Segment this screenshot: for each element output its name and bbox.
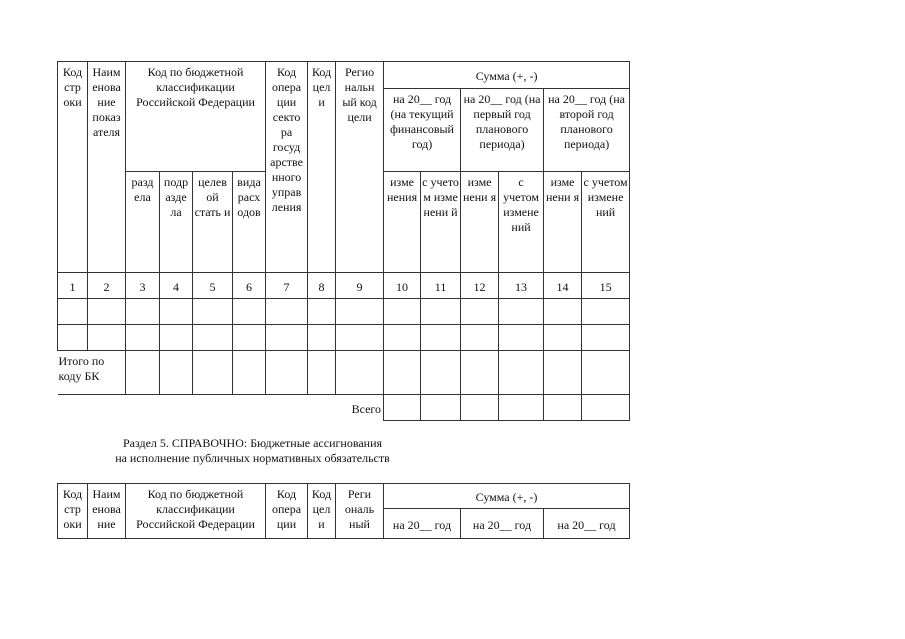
column-number: 1 [58,273,88,299]
header-indicator-name: Наим енова ние показ ателя [88,62,126,273]
table-cell [308,299,336,325]
header-with-change-3: с учетом измене ний [582,172,630,273]
header-operation-code: Код опера ции секто ра госуд арстве нного управ ления [266,62,308,273]
section-5-title-line-2: на исполнение публичных нормативных обязательств [115,451,390,465]
column-number: 15 [582,273,630,299]
table-cell [58,299,88,325]
t2-header-operation-code: Код опера ции [266,484,308,539]
table-cell [582,351,630,395]
table-cell [160,299,193,325]
total-bk-row [58,351,630,395]
table-cell [421,299,461,325]
section-5-title [0,436,505,466]
table-cell [544,299,582,325]
column-number: 8 [308,273,336,299]
table-cell [336,351,384,395]
table-cell [384,299,421,325]
table-cell [544,325,582,351]
column-number: 9 [336,273,384,299]
header-subsection: подр азде ла [160,172,193,273]
column-number: 12 [461,273,499,299]
table-cell [308,325,336,351]
table-cell [582,395,630,421]
table-cell [126,325,160,351]
table-cell [461,325,499,351]
table-cell [499,325,544,351]
table-cell [499,299,544,325]
table-cell [461,299,499,325]
column-number: 13 [499,273,544,299]
table-cell [421,351,461,395]
table-cell [88,299,126,325]
t2-header-regional: Реги ональ ный [336,484,384,539]
table-cell [336,325,384,351]
column-number: 7 [266,273,308,299]
table-cell [193,351,233,395]
t2-header-name: Наим енова ние [88,484,126,539]
table-cell [461,351,499,395]
grand-total-label: Всего [58,395,384,421]
t2-header-year-3: на 20__ год [544,509,630,539]
header-year-second-plan: на 20__ год (на второй год планового периода) [544,89,630,172]
header-sum: Сумма (+, -) [384,62,630,89]
table-cell [384,351,421,395]
header-year-first-plan: на 20__ год (на первый год планового периода) [461,89,544,172]
table-cell [58,325,88,351]
table-cell [582,325,630,351]
table-cell [544,351,582,395]
table-cell [160,351,193,395]
table-cell [233,351,266,395]
column-number-row [58,273,630,299]
table-cell [421,325,461,351]
column-number: 3 [126,273,160,299]
table-cell [160,325,193,351]
table-cell [88,325,126,351]
table-row [58,325,630,351]
header-regional-goal-code: Регио нальн ый код цели [336,62,384,273]
t2-header-budget-classification: Код по бюджетной классификации Российской Федерации [126,484,266,539]
table-cell [266,351,308,395]
section-5-title-line-1: Раздел 5. СПРАВОЧНО: Бюджетные ассигнования [122,436,383,450]
header-budget-classification: Код по бюджетной классификации Российской Федерации [126,62,266,172]
grand-total-row [58,395,630,421]
column-number: 5 [193,273,233,299]
budget-changes-table [57,61,630,421]
column-number: 4 [160,273,193,299]
table-cell [193,299,233,325]
header-code-row: Код стр оки [58,62,88,273]
t2-header-code-row: Код стр оки [58,484,88,539]
table-row [58,299,630,325]
header-section: разд ела [126,172,160,273]
table-cell [266,325,308,351]
header-year-current: на 20__ год (на текущий финансовый год) [384,89,461,172]
table-cell [233,325,266,351]
table-cell [461,395,499,421]
header-change-2: изме нени я [461,172,499,273]
t2-header-year-2: на 20__ год [461,509,544,539]
table-cell [193,325,233,351]
column-number: 2 [88,273,126,299]
column-number: 10 [384,273,421,299]
header-expense-type: вида расх одов [233,172,266,273]
t2-header-year-1: на 20__ год [384,509,461,539]
t2-header-sum: Сумма (+, -) [384,484,630,509]
header-target-article: целев ой стать и [193,172,233,273]
header-change-3: изме нени я [544,172,582,273]
table-cell [336,299,384,325]
table-cell [421,395,461,421]
table-cell [308,351,336,395]
table-cell [126,299,160,325]
column-number: 11 [421,273,461,299]
total-bk-label: Итого по коду БК [58,351,126,395]
column-number: 6 [233,273,266,299]
column-number: 14 [544,273,582,299]
table-cell [384,395,421,421]
public-obligations-table [57,483,630,539]
header-change-1: изме нения [384,172,421,273]
header-with-change-1: с учето м изме нени й [421,172,461,273]
table-cell [544,395,582,421]
table-cell [233,299,266,325]
table-cell [499,351,544,395]
table-cell [384,325,421,351]
table-cell [499,395,544,421]
table-cell [582,299,630,325]
table-cell [126,351,160,395]
header-with-change-2: с учетом измене ний [499,172,544,273]
t2-header-goal-code: Код цел и [308,484,336,539]
header-goal-code: Код цел и [308,62,336,273]
table-cell [266,299,308,325]
